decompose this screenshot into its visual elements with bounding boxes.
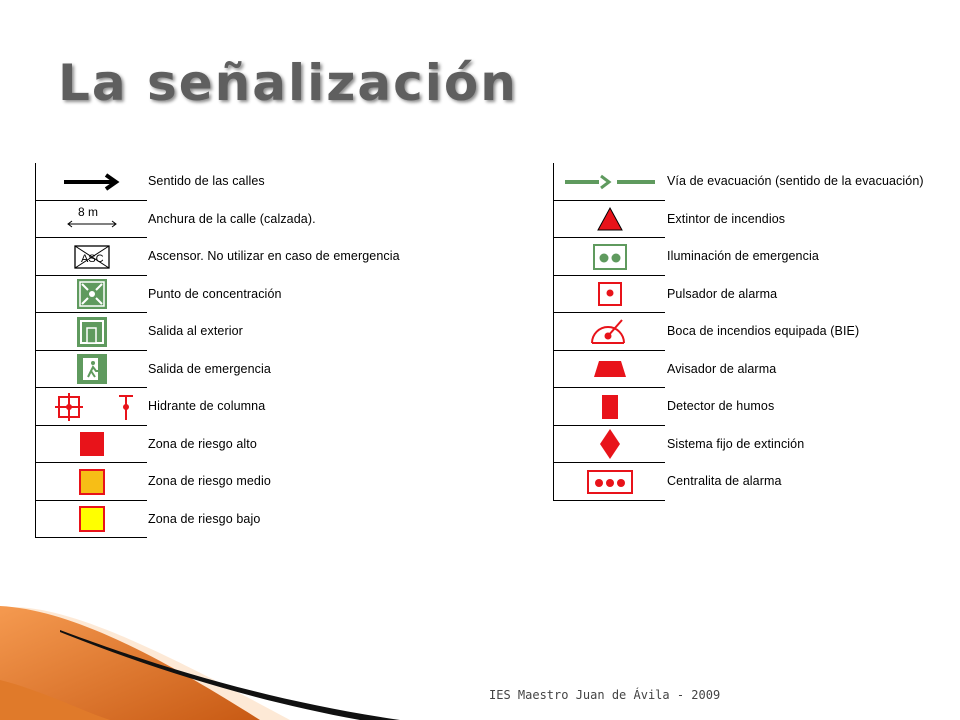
fixed-extinction-icon	[553, 426, 665, 464]
footer-text: IES Maestro Juan de Ávila - 2009	[489, 688, 721, 702]
width-dimension-text: 8 m	[77, 205, 98, 220]
legend-label: Ascensor. No utilizar en caso de emergencia	[148, 249, 400, 263]
emergency-exit-icon	[35, 351, 147, 389]
legend-label: Extintor de incendios	[667, 211, 786, 226]
legend-label: Boca de incendios equipada (BIE)	[667, 324, 860, 338]
alarm-panel-icon	[553, 463, 665, 501]
legend-label: Detector de humos	[667, 399, 775, 413]
fire-hose-icon	[553, 313, 665, 351]
legend-label: Salida al exterior	[148, 324, 243, 338]
page-title: La señalización	[58, 54, 518, 112]
alarm-sounder-icon	[553, 351, 665, 389]
legend-label: Hidrante de columna	[148, 399, 266, 413]
emergency-lighting-icon	[553, 238, 665, 276]
orange-square-icon	[35, 463, 147, 501]
legend-label: Salida de emergencia	[148, 361, 271, 376]
legend-label: Avisador de alarma	[667, 361, 777, 376]
arrow-right-icon	[35, 163, 147, 201]
smoke-detector-icon	[553, 388, 665, 426]
yellow-square-icon	[35, 501, 147, 539]
legend-label: Vía de evacuación (sentido de la evacuación)	[667, 174, 924, 188]
legend-label: Iluminación de emergencia	[667, 249, 819, 263]
width-dimension-icon	[35, 201, 147, 239]
legend-label: Punto de concentración	[148, 286, 282, 301]
elevator-icon	[35, 238, 147, 276]
hydrant-icon	[35, 388, 147, 426]
legend-label: Sistema fijo de extinción	[667, 436, 805, 451]
exit-door-icon	[35, 313, 147, 351]
legend-label: Zona de riesgo alto	[148, 436, 257, 451]
evacuation-route-icon	[553, 163, 665, 201]
legend-label: Pulsador de alarma	[667, 286, 778, 301]
legend-label: Zona de riesgo bajo	[148, 511, 261, 526]
elevator-text: ASC	[80, 252, 104, 265]
legend-label: Zona de riesgo medio	[148, 474, 271, 488]
legend-label: Anchura de la calle (calzada).	[148, 211, 316, 226]
corner-swoosh-decoration	[0, 570, 420, 720]
alarm-button-icon	[553, 276, 665, 314]
legend-label: Sentido de las calles	[148, 174, 265, 188]
assembly-point-icon	[35, 276, 147, 314]
extinguisher-triangle-icon	[553, 201, 665, 239]
legend-label: Centralita de alarma	[667, 474, 782, 488]
red-square-icon	[35, 426, 147, 464]
